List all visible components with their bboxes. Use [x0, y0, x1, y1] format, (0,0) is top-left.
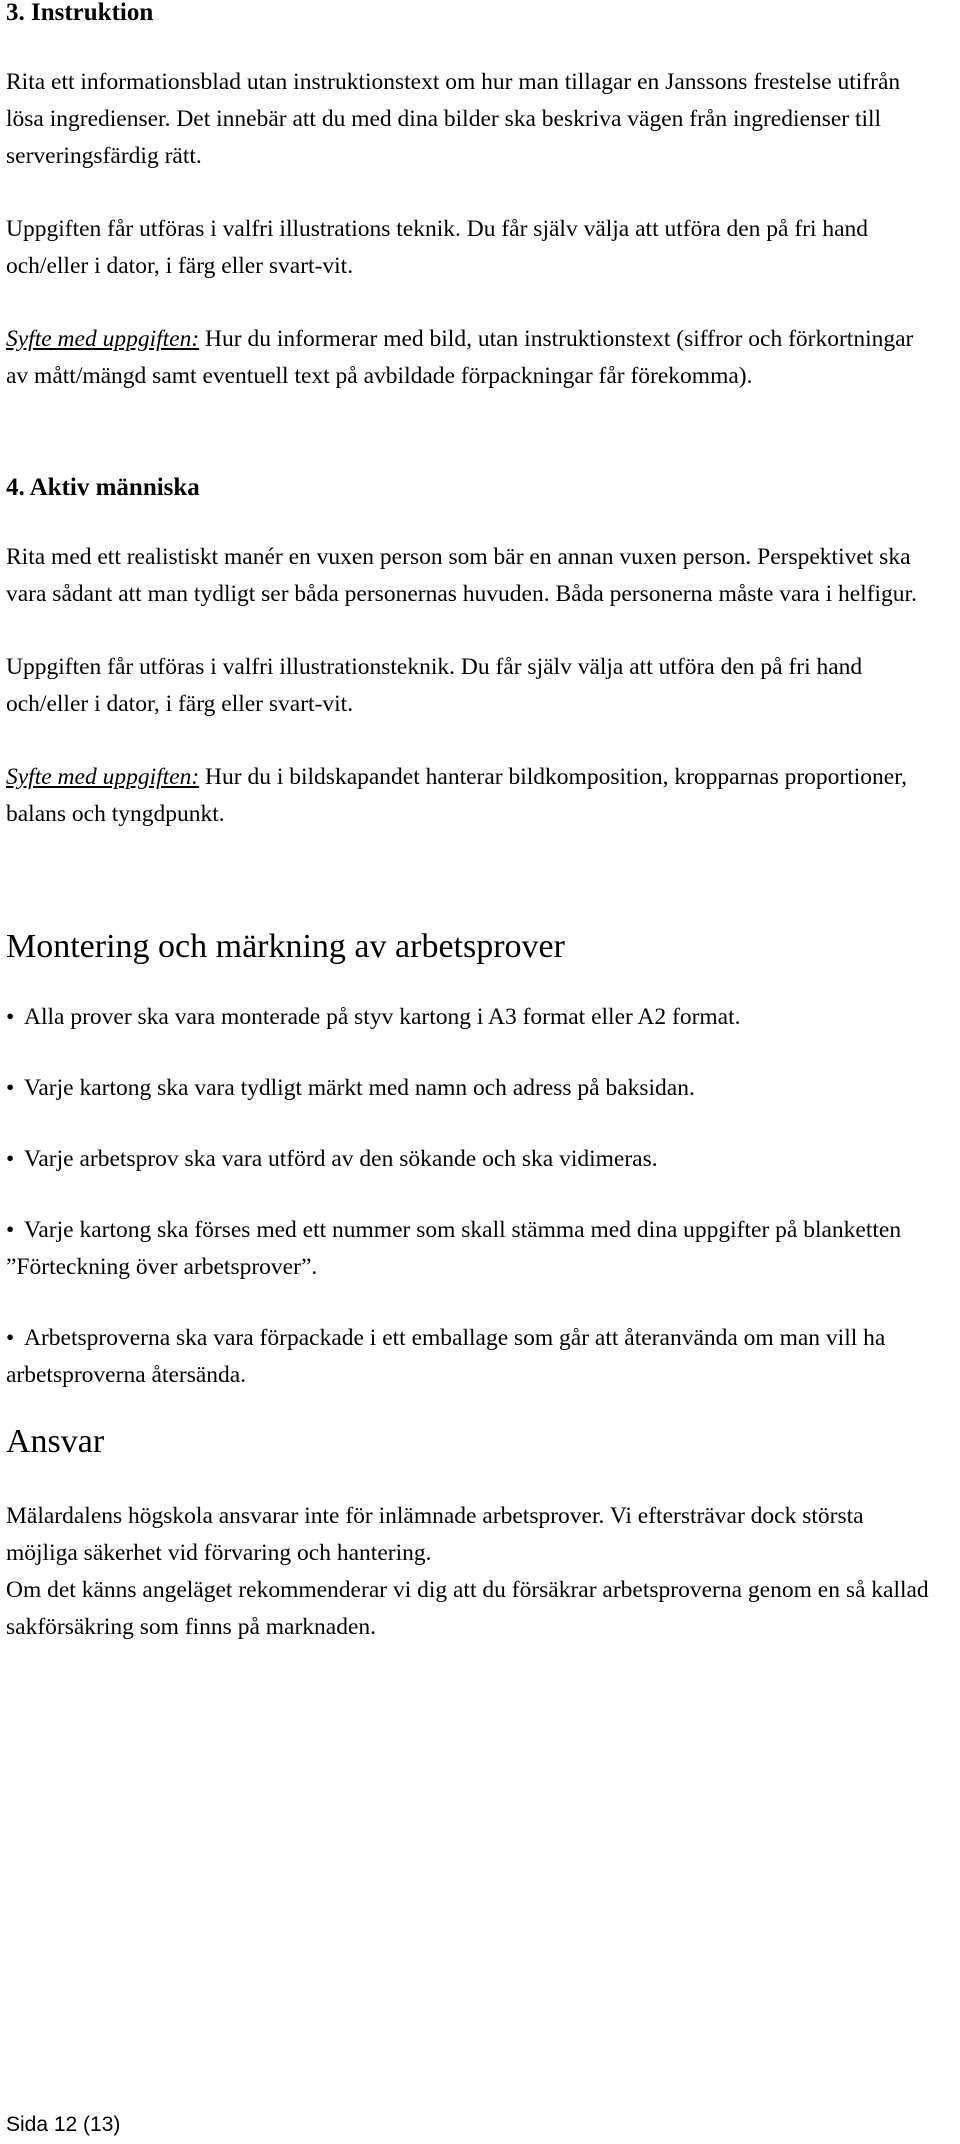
section-3-purpose: [6, 321, 936, 395]
montering-heading: Montering och märkning av arbetsprover: [6, 928, 565, 965]
section-4-purpose: [6, 759, 936, 833]
list-item: • Alla prover ska vara monterade på styv kartong i A3 format eller A2 format.: [6, 999, 936, 1036]
purpose-text: Hur du i bildskapandet hanterar bildkomposition, kropparnas proportioner, balans och tyngdpunkt.: [6, 764, 907, 827]
ansvar-paragraph-2: Om det känns angeläget rekommenderar vi dig att du försäkrar arbetsproverna genom en så kallad sakförsäkring som finns på marknaden.: [6, 1577, 929, 1640]
list-item: • Varje kartong ska vara tydligt märkt med namn och adress på baksidan.: [6, 1070, 936, 1107]
list-item: • Varje arbetsprov ska vara utförd av den sökande och ska vidimeras.: [6, 1141, 936, 1178]
section-4-paragraph-2: Uppgiften får utföras i valfri illustrationsteknik. Du får själv välja att utföra den på fri hand och/eller i dator, i färg eller svart-vit.: [6, 654, 863, 717]
section-4-heading: 4. Aktiv människa: [6, 474, 200, 501]
bullet-marker: •: [6, 1325, 15, 1351]
list-item: • Varje kartong ska förses med ett nummer som skall stämma med dina uppgifter på blanketten ”Förteckning över arbetsprover”.: [6, 1212, 936, 1286]
section-3-paragraph-2: Uppgiften får utföras i valfri illustrations teknik. Du får själv välja att utföra den på fri hand och/eller i dator, i färg eller svart-vit.: [6, 216, 869, 279]
bullet-marker: •: [6, 1075, 15, 1101]
bullet-marker: •: [6, 1004, 15, 1030]
purpose-lead: Syfte med uppgiften:: [6, 326, 200, 352]
bullet-marker: •: [6, 1217, 15, 1243]
purpose-text: Hur du informerar med bild, utan instruktionstext (siffror och förkortningar av mått/mängd samt eventuell text på avbildade förpackningar får förekomma).: [6, 326, 914, 389]
ansvar-heading: Ansvar: [6, 1423, 105, 1460]
ansvar-paragraph-1: Mälardalens högskola ansvarar inte för inlämnade arbetsprover. Vi eftersträvar dock största möjliga säkerhet vid förvaring och hantering.: [6, 1503, 864, 1566]
purpose-lead: Syfte med uppgiften:: [6, 764, 200, 790]
page-number: Sida 12 (13): [6, 2113, 121, 2136]
bullet-marker: •: [6, 1146, 15, 1172]
section-4-paragraph-1: Rita med ett realistiskt manér en vuxen person som bär en annan vuxen person. Perspektivet ska vara sådant att man tydligt ser båda personernas huvuden. Båda personerna måste vara i helfigur.: [6, 544, 917, 607]
section-3-paragraph-1: Rita ett informationsblad utan instruktionstext om hur man tillagar en Janssons frestelse utifrån lösa ingredienser. Det innebär att du med dina bilder ska beskriva vägen från ingredienser till serveringsfärdig rätt.: [6, 69, 901, 169]
list-item: • Arbetsproverna ska vara förpackade i ett emballage som går att återanvända om man vill ha arbetsproverna återsända.: [6, 1320, 936, 1394]
montering-list: [6, 999, 936, 1394]
document-page: [6, 0, 936, 1646]
section-3-heading: 3. Instruktion: [6, 0, 154, 26]
